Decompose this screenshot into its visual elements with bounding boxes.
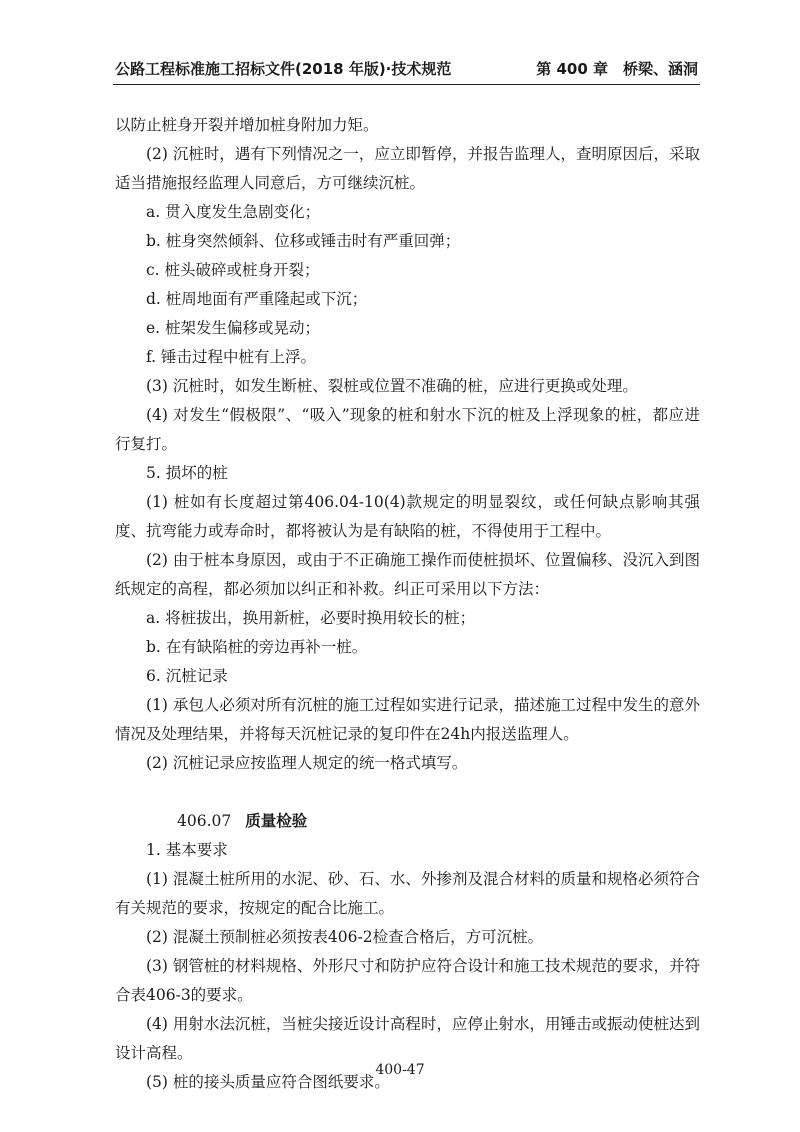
subsection-heading: 1. 基本要求 [146, 841, 228, 859]
paragraph: (2) 混凝土预制桩必须按表406-2检查合格后，方可沉桩。 [146, 928, 544, 946]
page-number: 400-47 [375, 1062, 425, 1078]
paragraph: (1) 承包人必须对所有沉桩的施工过程如实进行记录，描述施工过程中发生的意外情况及处理结果，并将每天沉桩记录的复印件在24h内报送监理人。 [115, 696, 700, 743]
section-title: 质量检验 [245, 812, 308, 830]
header-document-title: 公路工程标准施工招标文件(2018 年版)·技术规范 [115, 60, 452, 78]
list-item: e. 桩架发生偏移或晃动； [146, 319, 321, 337]
list-item: d. 桩周地面有严重隆起或下沉； [146, 290, 368, 308]
list-item: c. 桩头破碎或桩身开裂； [146, 261, 320, 279]
page-body [115, 111, 700, 1097]
list-item: b. 在有缺陷桩的旁边再补一桩。 [146, 638, 368, 656]
subsection-heading: 6. 沉桩记录 [146, 667, 228, 685]
paragraph: (1) 混凝土桩所用的水泥、砂、石、水、外掺剂及混合材料的质量和规格必须符合有关规范的要求，按规定的配合比施工。 [115, 870, 700, 917]
paragraph: (3) 钢管桩的材料规格、外形尺寸和防护应符合设计和施工技术规范的要求，并符合表406-3的要求。 [115, 957, 700, 1004]
list-item: a. 贯入度发生急剧变化； [146, 203, 321, 221]
paragraph: (3) 沉桩时，如发生断桩、裂桩或位置不准确的桩，应进行更换或处理。 [146, 377, 638, 395]
paragraph: 以防止桩身开裂并增加桩身附加力矩。 [115, 116, 379, 134]
section-number: 406.07 [177, 812, 232, 830]
list-item: f. 锤击过程中桩有上浮。 [146, 348, 317, 366]
subsection-heading: 5. 损坏的桩 [146, 464, 228, 482]
paragraph: (4) 对发生“假极限”、“吸入”现象的桩和射水下沉的桩及上浮现象的桩，都应进行复打。 [115, 406, 700, 453]
header-divider [113, 84, 700, 85]
list-item: b. 桩身突然倾斜、位移或锤击时有严重回弹； [146, 232, 461, 250]
paragraph: (2) 由于桩本身原因，或由于不正确施工操作而使桩损坏、位置偏移、没沉入到图纸规定的高程，都必须加以纠正和补救。纠正可采用以下方法： [115, 551, 700, 598]
list-item: a. 将桩拔出，换用新桩，必要时换用较长的桩； [146, 609, 476, 627]
paragraph: (4) 用射水法沉桩，当桩尖接近设计高程时，应停止射水，用锤击或振动使桩达到设计高程。 [115, 1015, 700, 1062]
section-heading [115, 807, 700, 836]
paragraph: (2) 沉桩记录应按监理人规定的统一格式填写。 [146, 754, 468, 772]
paragraph: (5) 桩的接头质量应符合图纸要求。 [146, 1073, 390, 1091]
page-header [115, 58, 698, 84]
header-chapter-title: 第 400 章 桥梁、涵洞 [536, 60, 698, 78]
paragraph: (1) 桩如有长度超过第406.04-10(4)款规定的明显裂纹，或任何缺点影响其强度、抗弯能力或寿命时，都将被认为是有缺陷的桩，不得使用于工程中。 [115, 493, 700, 540]
paragraph: (2) 沉桩时，遇有下列情况之一，应立即暂停，并报告监理人，查明原因后，采取适当措施报经监理人同意后，方可继续沉桩。 [115, 145, 700, 192]
